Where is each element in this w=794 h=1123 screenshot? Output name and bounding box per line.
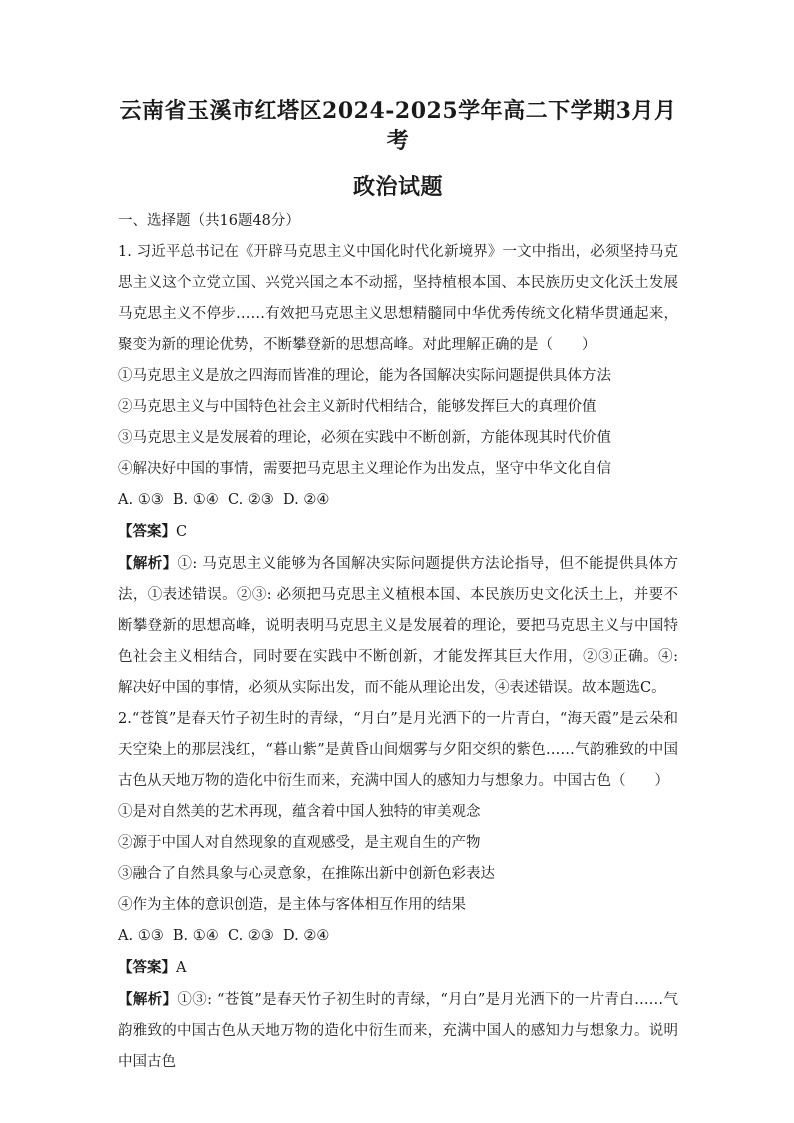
- statement-item: ②马克思主义与中国特色社会主义新时代相结合，能够发挥巨大的真理价值: [118, 399, 597, 415]
- question-2: [118, 704, 678, 1078]
- answer-options: A. ①③ B. ①④ C. ②③ D. ②④: [118, 928, 330, 944]
- statement-item: ②源于中国人对自然现象的直观感受，是主观自生的产物: [118, 835, 481, 851]
- analysis-paragraph: [118, 984, 678, 1078]
- question-stem: 1. 习近平总书记在《开辟马克思主义中国化时代化新境界》一文中指出，必须坚持马克思主义这个立党立国、兴党兴国之本不动摇，坚持植根本国、本民族历史文化沃土发展马克思主义不停步……有效把马克思主义思想精髓同中华优秀传统文化精华贯通起来，聚变为新的理论优势，不断攀登新的思想高峰。对此理解正确的是（ ）: [118, 244, 678, 353]
- question-stem: 2.“苍筤”是春天竹子初生时的青绿，“月白”是月光洒下的一片青白，“海天霞”是云朵和天空染上的那层浅红，“暮山紫”是黄昏山间烟雾与夕阳交织的紫色……气韵雅致的中国古色从天地万物的造化中衍生而来，充满中国人的感知力与想象力。中国古色（ ）: [118, 711, 678, 789]
- answer-options: A. ①③ B. ①④ C. ②③ D. ②④: [118, 492, 330, 508]
- analysis-tag: 【解析】: [118, 991, 178, 1008]
- statement-item: ④解决好中国的事情，需要把马克思主义理论作为出发点，坚守中华文化自信: [118, 461, 611, 477]
- section-heading: 一、选择题（共16题48分）: [118, 213, 300, 229]
- analysis-text: ①③: “苍筤”是春天竹子初生时的青绿，“月白”是月光洒下的一片青白……气韵雅致的中国古色从天地万物的造化中衍生而来，充满中国人的感知力与想象力。说明中国古色: [118, 992, 678, 1070]
- statement-item: ①是对自然美的艺术再现，蕴含着中国人独特的审美观念: [118, 804, 481, 820]
- analysis-tag: 【解析】: [118, 555, 178, 572]
- analysis-paragraph: [118, 548, 678, 704]
- answer-value: C: [176, 524, 188, 540]
- statement-item: ③马克思主义是发展着的理论，必须在实践中不断创新，方能体现其时代价值: [118, 430, 611, 446]
- answer-line: [118, 952, 678, 984]
- analysis-text: ①: 马克思主义能够为各国解决实际问题提供方法论指导，但不能提供具体方法，①表述错误。②③: 必须把马克思主义植根本国、本民族历史文化沃土上，并要不断攀登新的思想高峰，说明表明马克思主义是发展着的理论，要把马克思主义与中国特色社会主义相结合，同时要在实践中不断创新，才能发挥其巨大作用，②③正确。④: 解决好中国的事情，必须从实际出发，而不能从理论出发，④表述错误。故本题选C。: [118, 556, 678, 696]
- page-title: 云南省玉溪市红塔区2024-2025学年高二下学期3月月考: [119, 98, 677, 154]
- answer-tag: 【答案】: [118, 523, 176, 540]
- statement-item: ①马克思主义是放之四海而皆准的理论，能为各国解决实际问题提供具体方法: [118, 368, 611, 384]
- document-page: [118, 96, 678, 1078]
- answer-line: [118, 516, 678, 548]
- answer-value: A: [176, 960, 187, 976]
- answer-tag: 【答案】: [118, 959, 176, 976]
- question-1: [118, 237, 678, 704]
- statement-item: ③融合了自然具象与心灵意象，在推陈出新中创新色彩表达: [118, 866, 495, 882]
- statement-item: ④作为主体的意识创造，是主体与客体相互作用的结果: [118, 897, 466, 913]
- page-subtitle: 政治试题: [352, 174, 443, 200]
